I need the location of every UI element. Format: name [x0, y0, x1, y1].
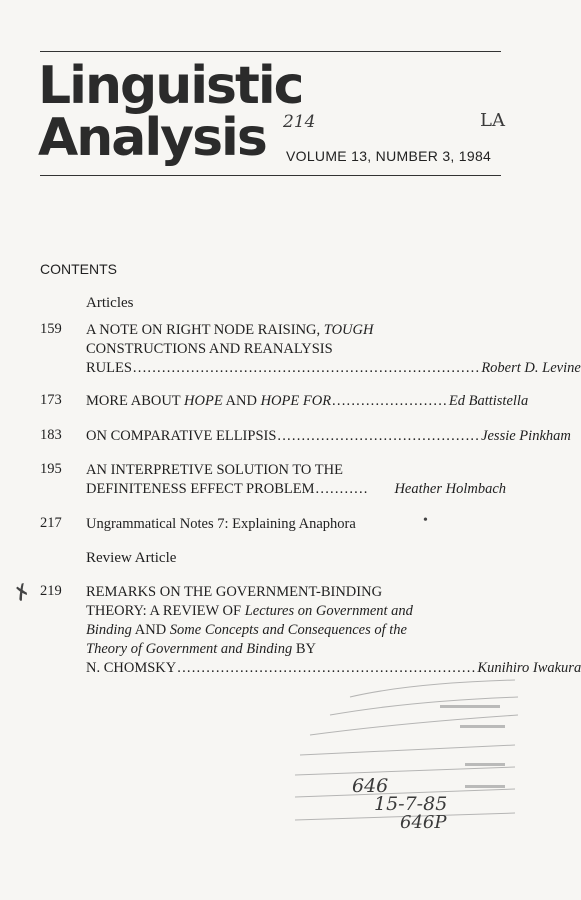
author: Heather Holmbach — [394, 481, 506, 497]
library-stamp — [290, 675, 520, 835]
page-number: 217 — [40, 515, 62, 531]
journal-title-line1: Linguistic — [38, 56, 303, 116]
volume-info: VOLUME 13, NUMBER 3, 1984 — [286, 148, 492, 164]
page-number: 173 — [40, 392, 62, 408]
section-review: Review Article — [86, 550, 177, 566]
journal-title-line2: Analysis — [38, 108, 266, 168]
toc-entry-183: ON COMPARATIVE ELLIPSIS .......................................... Jessie Pinkham — [86, 428, 571, 444]
toc-entry-195: AN INTERPRETIVE SOLUTION TO THE DEFINITENESS EFFECT PROBLEM ........... Heather Holmbach — [86, 462, 506, 497]
stamp-number-1: 646 — [352, 775, 389, 797]
handwritten-note-2: LA — [480, 110, 505, 131]
ink-dot: • — [423, 513, 428, 528]
contents-heading: CONTENTS — [40, 261, 117, 277]
bottom-rule — [40, 175, 501, 176]
stamp-date: 15-7-85 — [374, 793, 448, 815]
toc-entry-159: A NOTE ON RIGHT NODE RAISING, TOUGH CONSTRUCTIONS AND REANALYSIS RULES ........................................................................ Robert D. Levine — [86, 322, 581, 376]
author: Jessie Pinkham — [481, 428, 571, 444]
handwritten-note-1: 214 — [283, 112, 316, 132]
author: Ed Battistella — [448, 393, 529, 409]
author: Kunihiro Iwakura — [477, 660, 581, 676]
stamp-number-2: 646P — [400, 812, 447, 833]
section-articles: Articles — [86, 295, 134, 311]
author: Robert D. Levine — [481, 360, 581, 376]
page-number: 219 — [40, 583, 62, 599]
toc-entry-217: Ungrammatical Notes 7: Explaining Anaphora — [86, 516, 356, 532]
page-number: 183 — [40, 427, 62, 443]
pencil-arrow-mark: ✗ — [9, 579, 36, 607]
page-number: 195 — [40, 461, 62, 477]
toc-entry-173: MORE ABOUT HOPE AND HOPE FOR ........................ Ed Battistella — [86, 393, 529, 409]
toc-entry-219: REMARKS ON THE GOVERNMENT-BINDING THEORY: A REVIEW OF Lectures on Government and Binding AND Some Concepts and Consequences of the Theory of Government and Binding BY N. CHOMSKY .............................................................. Kunihiro Iwakura — [86, 584, 581, 676]
top-rule — [40, 51, 501, 52]
page-number: 159 — [40, 321, 62, 337]
